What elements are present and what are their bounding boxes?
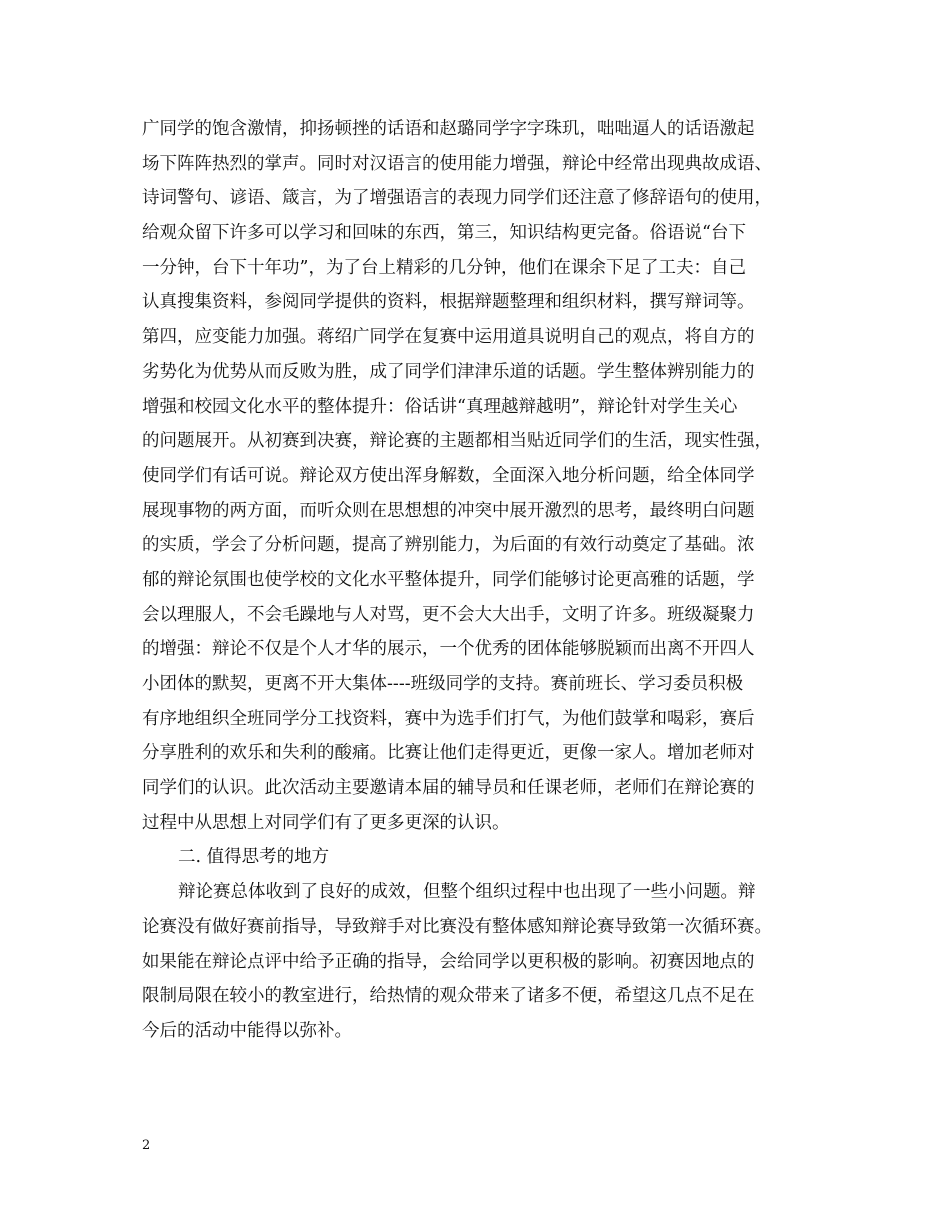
paragraph-line: 劣势化为优势从而反败为胜，成了同学们津津乐道的话题。学生整体辨别能力的 xyxy=(142,361,755,382)
paragraph-line: 广同学的饱含激情，抑扬顿挫的话语和赵璐同学字字珠玑，咄咄逼人的话语激起 xyxy=(142,119,755,139)
paragraph-line: 使同学们有话可说。辩论双方使出浑身解数，全面深入地分析问题，给全体同学 xyxy=(142,465,755,486)
paragraph-line: 郁的辩论氛围也使学校的文化水平整体提升，同学们能够讨论更高雅的话题，学 xyxy=(142,569,755,590)
paragraph-line: 第四，应变能力加强。蒋绍广同学在复赛中运用道具说明自己的观点，将自方的 xyxy=(142,327,755,348)
paragraph-line: 增强和校园文化水平的整体提升：俗话讲“真理越辩越明”，辩论针对学生关心 xyxy=(142,396,738,417)
body-text xyxy=(142,112,822,1049)
paragraph-line: 限制局限在较小的教室进行，给热情的观众带来了诸多不便，希望这几点不足在 xyxy=(142,986,755,1007)
page-number: 2 xyxy=(142,1138,151,1153)
paragraph-line: 展现事物的两方面，而听众则在思想想的冲突中展开激烈的思考，最终明白问题 xyxy=(142,500,755,521)
paragraph-line: 小团体的默契，更离不开大集体----班级同学的支持。赛前班长、学习委员积极 xyxy=(142,674,744,694)
paragraph-line: 辩论赛总体收到了良好的成效，但整个组织过程中也出现了一些小问题。辩 xyxy=(178,882,756,903)
paragraph-line: 有序地组织全班同学分工找资料，赛中为选手们打气，为他们鼓掌和喝彩，赛后 xyxy=(142,708,755,729)
paragraph-line: 认真搜集资料，参阅同学提供的资料，根据辩题整理和组织材料，撰写辩词等。 xyxy=(142,292,755,313)
paragraph-line: 同学们的认识。此次活动主要邀请本届的辅导员和任课老师，老师们在辩论赛的 xyxy=(142,778,755,799)
paragraph-line: 的增强：辩论不仅是个人才华的展示，一个优秀的团体能够脱颖而出离不开四人 xyxy=(142,639,755,660)
section-heading: 二. 值得思考的地方 xyxy=(178,847,330,868)
paragraph-line: 场下阵阵热烈的掌声。同时对汉语言的使用能力增强，辩论中经常出现典故成语、 xyxy=(142,153,772,174)
paragraph-line: 诗词警句、谚语、箴言，为了增强语言的表现力同学们还注意了修辞语句的使用， xyxy=(142,188,772,209)
paragraph-line: 今后的活动中能得以弥补。 xyxy=(142,1020,352,1041)
paragraph-line: 论赛没有做好赛前指导，导致辩手对比赛没有整体感知辩论赛导致第一次循环赛。 xyxy=(142,916,772,937)
paragraph-line: 给观众留下许多可以学习和回味的东西，第三，知识结构更完备。俗语说“台下 xyxy=(142,223,746,244)
paragraph-line: 一分钟，台下十年功”，为了台上精彩的几分钟，他们在课余下足了工夫：自己 xyxy=(142,257,746,278)
paragraph-line: 的实质，学会了分析问题，提高了辨别能力，为后面的有效行动奠定了基础。浓 xyxy=(142,535,755,556)
paragraph-line: 如果能在辩论点评中给予正确的指导，会给同学以更积极的影响。初赛因地点的 xyxy=(142,951,755,972)
paragraph-line: 过程中从思想上对同学们有了更多更深的认识。 xyxy=(142,812,510,833)
paragraph-line: 的问题展开。从初赛到决赛，辩论赛的主题都相当贴近同学们的生活，现实性强， xyxy=(142,431,772,452)
paragraph-line: 会以理服人，不会毛躁地与人对骂，更不会大大出手，文明了许多。班级凝聚力 xyxy=(142,604,755,625)
paragraph-line: 分享胜利的欢乐和失利的酸痛。比赛让他们走得更近，更像一家人。增加老师对 xyxy=(142,743,755,764)
